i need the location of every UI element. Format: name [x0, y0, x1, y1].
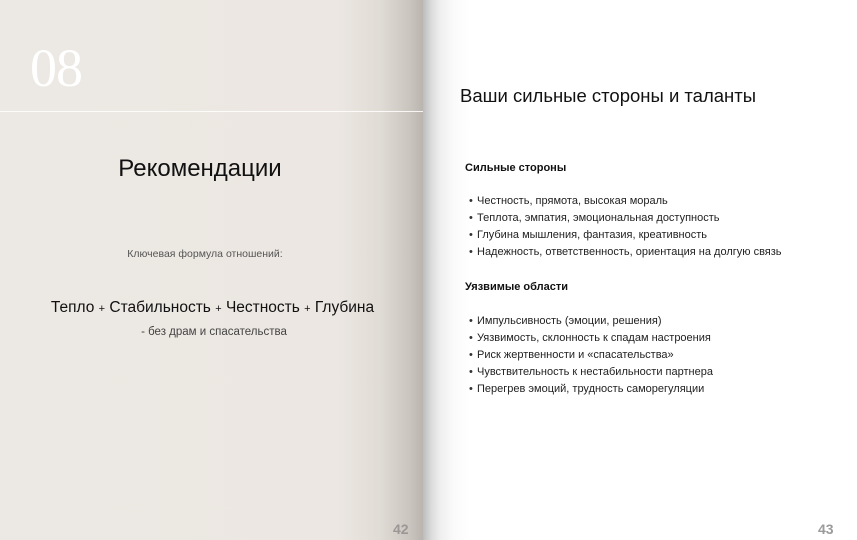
strengths-heading: Сильные стороны [465, 162, 567, 174]
list-item: • Теплота, эмпатия, эмоциональная доступность [469, 210, 782, 227]
bullet-icon: • [469, 332, 473, 344]
bullet-icon: • [469, 366, 473, 378]
list-item: • Чувствительность к нестабильности партнера [469, 364, 713, 381]
bullet-icon: • [469, 195, 473, 207]
list-item: • Импульсивность (эмоции, решения) [469, 313, 713, 330]
divider-line [0, 111, 423, 112]
page-number: 43 [818, 521, 834, 537]
strengths-list [469, 193, 782, 261]
formula-term: Глубина [314, 299, 375, 316]
relationship-formula [0, 297, 423, 320]
list-item: • Риск жертвенности и «спасательства» [469, 347, 713, 364]
formula-label: Ключевая формула отношений: [127, 248, 283, 260]
list-item: • Честность, прямота, высокая мораль [469, 193, 782, 210]
bullet-icon: • [469, 349, 473, 361]
vulnerabilities-heading: Уязвимые области [465, 281, 569, 293]
bullet-icon: • [469, 315, 473, 327]
formula-plus: + [98, 303, 106, 315]
formula-term: Тепло [50, 299, 95, 316]
page-title: Рекомендации [118, 155, 282, 182]
bullet-icon: • [469, 212, 473, 224]
page-title: Ваши сильные стороны и таланты [460, 85, 757, 106]
chapter-number: 08 [30, 38, 82, 98]
bullet-icon: • [469, 229, 473, 241]
page-number: 42 [393, 521, 409, 537]
list-item: • Глубина мышления, фантазия, креативность [469, 227, 782, 244]
right-page [423, 0, 857, 540]
left-page [0, 0, 423, 540]
bullet-icon: • [469, 246, 473, 258]
formula-plus: + [304, 303, 311, 315]
formula-plus: + [215, 303, 222, 315]
list-item: • Уязвимость, склонность к спадам настроения [469, 330, 713, 347]
formula-term: Стабильность [109, 299, 211, 316]
list-item: • Перегрев эмоций, трудность саморегуляции [469, 381, 713, 398]
bullet-icon: • [469, 383, 473, 395]
list-item: • Надежность, ответственность, ориентация на долгую связь [469, 244, 782, 261]
formula-note: - без драм и спасательства [141, 326, 287, 338]
formula-term: Честность [225, 299, 300, 316]
vulnerabilities-list [469, 313, 713, 398]
